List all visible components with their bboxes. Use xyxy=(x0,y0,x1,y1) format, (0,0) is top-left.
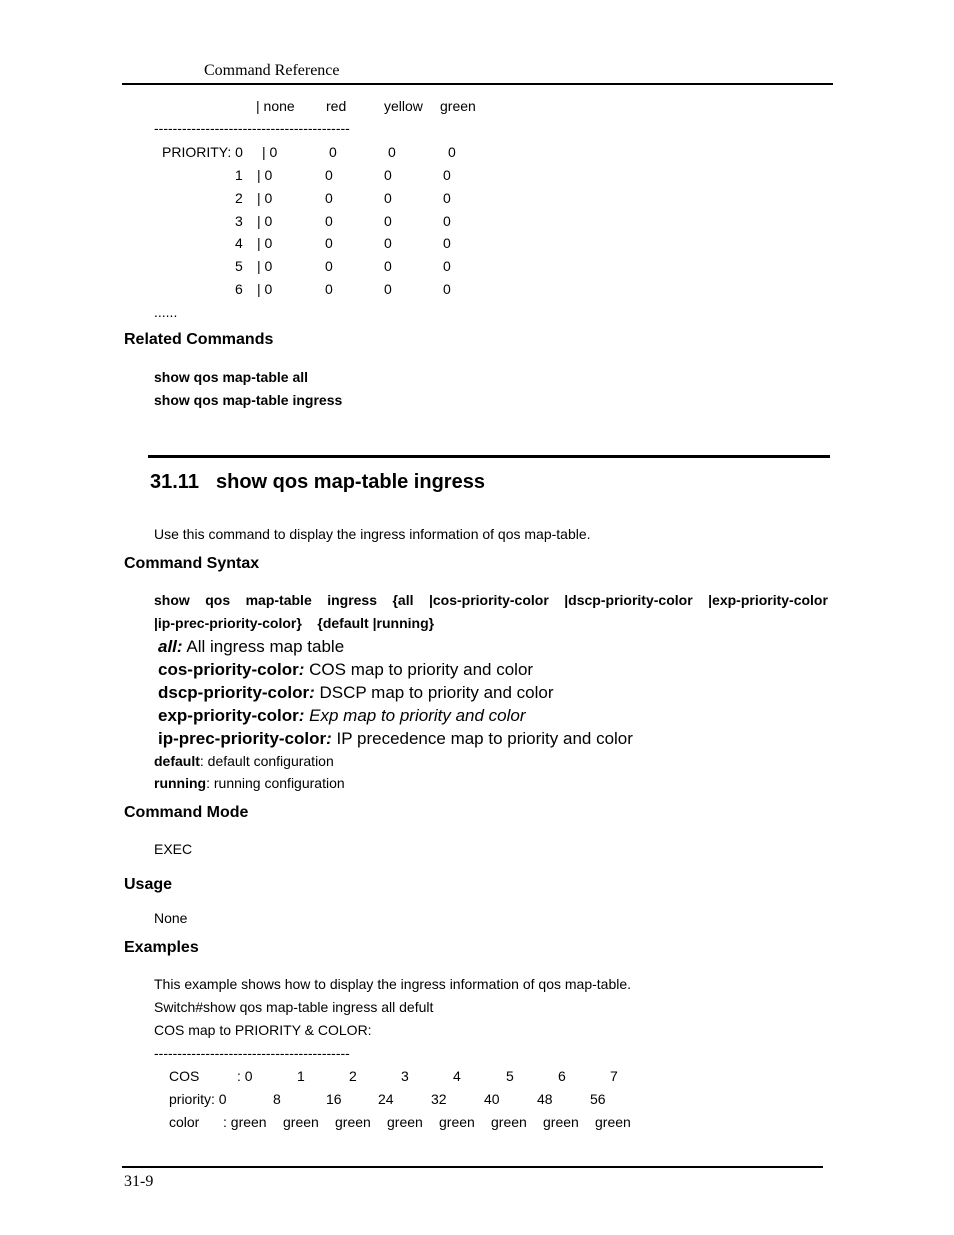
table-header-cell: | none xyxy=(256,98,295,114)
table-rule: ------------------------------------------ xyxy=(154,120,350,136)
related-commands-heading: Related Commands xyxy=(124,331,274,348)
param-cos-priority-color: cos-priority-color: COS map to priority and color xyxy=(158,660,534,679)
param-ip-prec-priority-color: ip-prec-priority-color: IP precedence map to priority and color xyxy=(158,729,633,748)
footer-rule xyxy=(122,1166,823,1168)
related-command-item: show qos map-table ingress xyxy=(154,392,343,408)
param-running: running: running configuration xyxy=(154,775,345,791)
usage-value: None xyxy=(154,910,188,926)
param-all: all: All ingress map table xyxy=(158,637,345,656)
row-label: PRIORITY: 0 xyxy=(162,144,243,160)
param-default: default: default configuration xyxy=(154,753,334,769)
table-header-cell: green xyxy=(440,98,476,114)
table-cell: | 0 xyxy=(262,144,278,160)
command-syntax-heading: Command Syntax xyxy=(124,555,260,572)
section-title: show qos map-table ingress xyxy=(216,471,485,493)
example-intro: This example shows how to display the ingress information of qos map-table. xyxy=(154,976,632,992)
usage-heading: Usage xyxy=(124,876,173,893)
command-mode-value: EXEC xyxy=(154,841,193,857)
page-number: 31-9 xyxy=(124,1173,154,1190)
header-rule xyxy=(122,83,833,85)
section-description: Use this command to display the ingress information of qos map-table. xyxy=(154,526,591,542)
syntax-line-1: show qos map-table ingress {all |cos-priority-color |dscp-priority-color |exp-priority-color xyxy=(154,592,828,608)
section-number: 31.11 xyxy=(150,471,199,493)
command-mode-heading: Command Mode xyxy=(124,804,249,821)
example-rule: ------------------------------------------ xyxy=(154,1045,350,1061)
table-cell: 0 xyxy=(388,144,396,160)
table-ellipsis: ...... xyxy=(154,304,178,320)
param-dscp-priority-color: dscp-priority-color: DSCP map to priority and color xyxy=(158,683,554,702)
table-header-cell: red xyxy=(326,98,347,114)
syntax-line-2: |ip-prec-priority-color} {default |running} xyxy=(154,615,435,631)
param-exp-priority-color: exp-priority-color: Exp map to priority and color xyxy=(158,706,526,725)
example-command: Switch#show qos map-table ingress all defult xyxy=(154,999,434,1015)
table-cell: 0 xyxy=(329,144,337,160)
related-command-item: show qos map-table all xyxy=(154,369,309,385)
example-map-title: COS map to PRIORITY & COLOR: xyxy=(154,1022,372,1038)
table-header-cell: yellow xyxy=(384,98,423,114)
table-cell: 0 xyxy=(448,144,456,160)
section-rule xyxy=(148,455,830,458)
running-title: Command Reference xyxy=(204,62,340,79)
examples-heading: Examples xyxy=(124,939,199,956)
